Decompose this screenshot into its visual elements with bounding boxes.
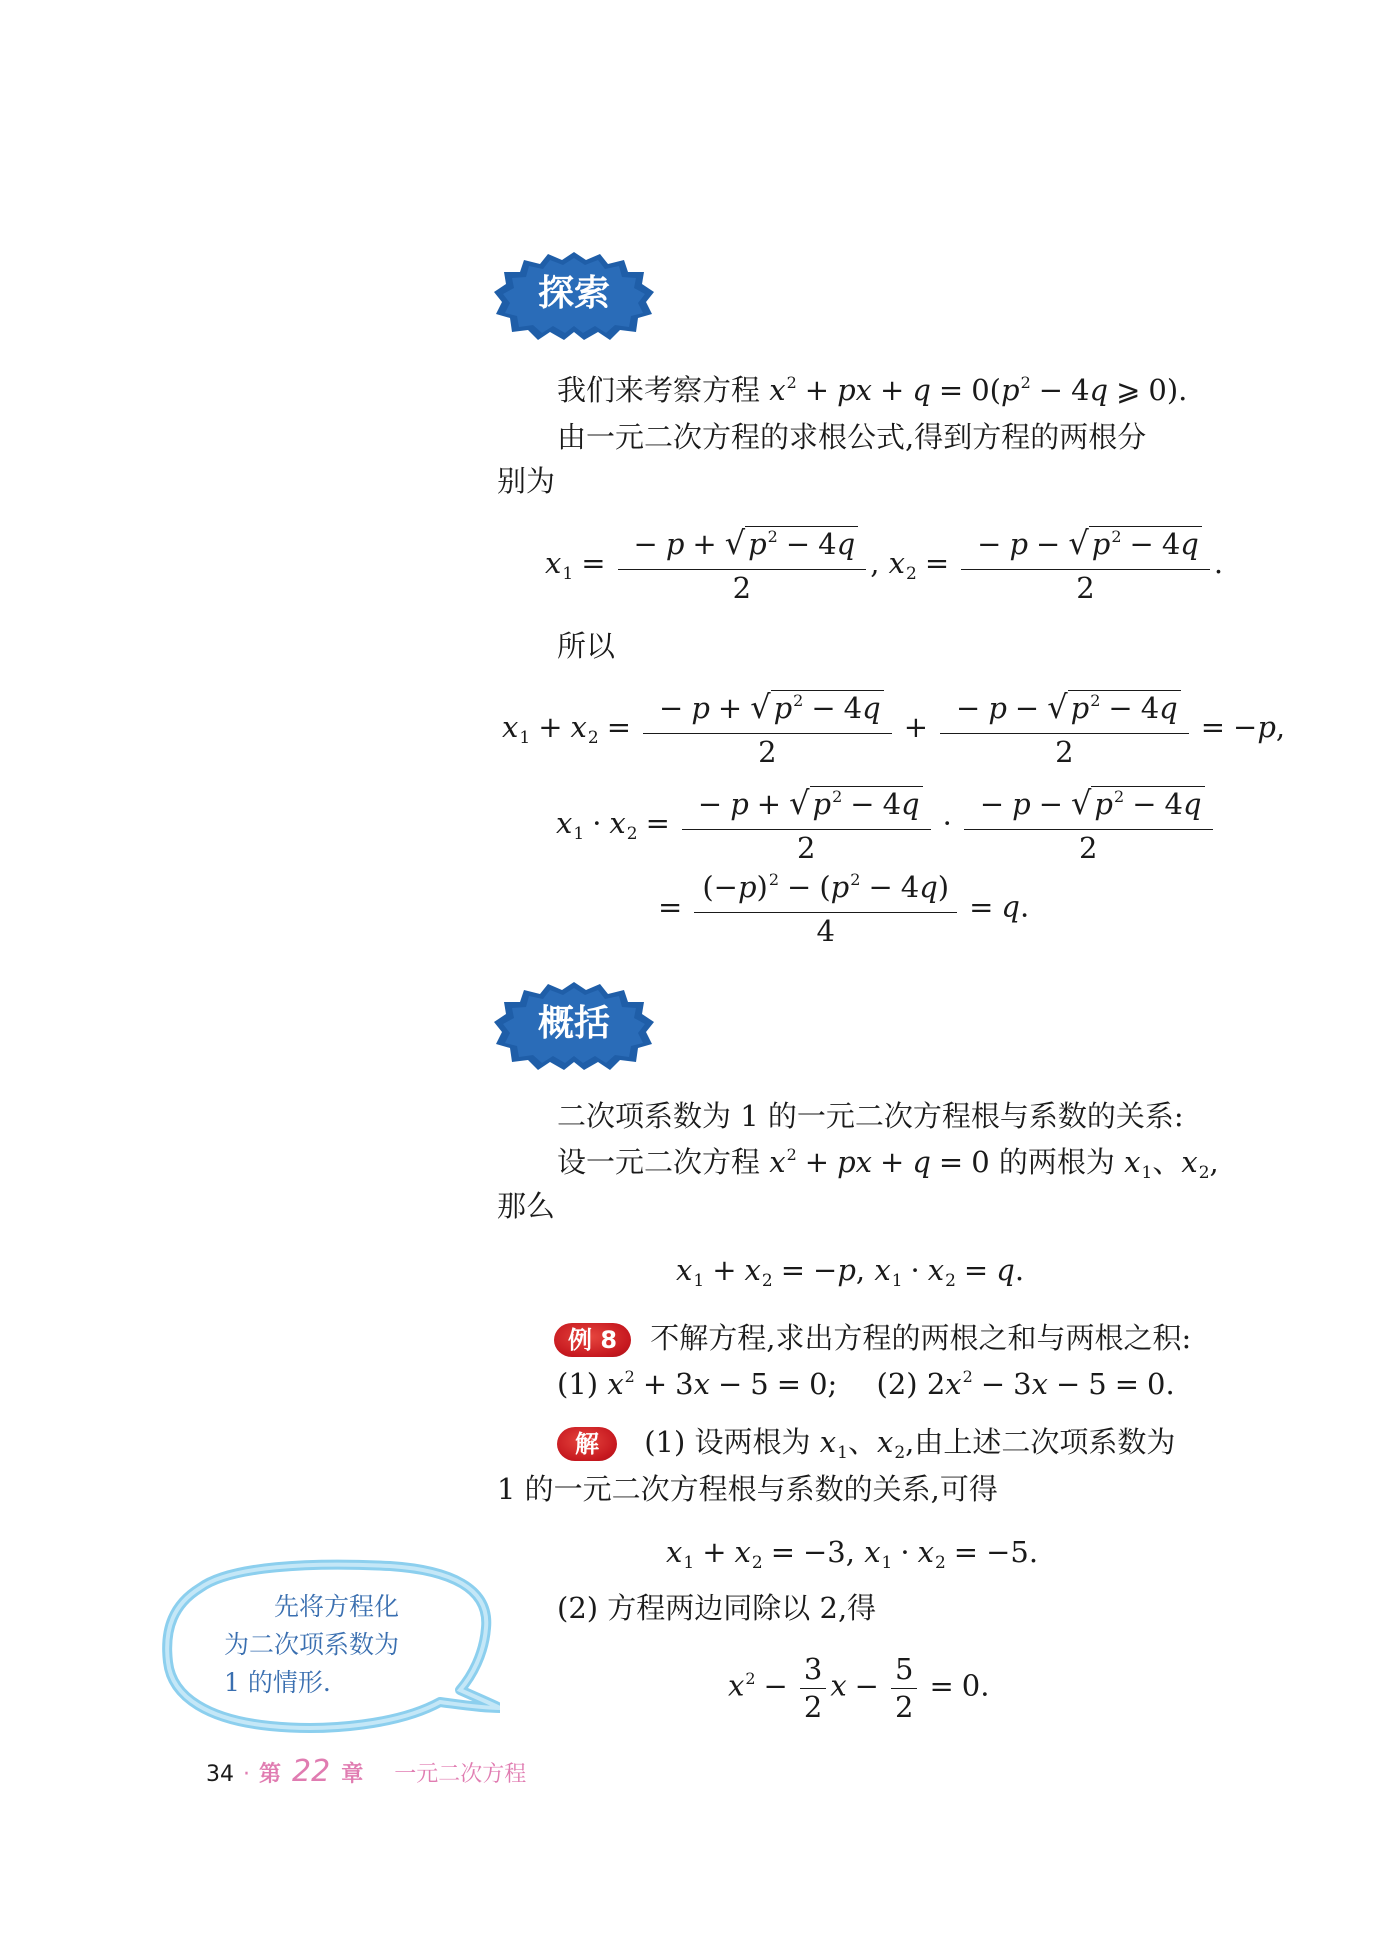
summarize-title: 概括 — [537, 1003, 610, 1044]
explore-line-3: 别为 — [497, 464, 556, 498]
explore-text-1: 我们来考察方程 — [557, 373, 761, 407]
solution-text-1: (1) 设两根为 — [644, 1425, 811, 1459]
sum-derivation: $x_1 + x_2$ = $\frac{- p + √ p^2 - 4q}{2}$ + $\frac{- p - √ p^2 - 4q}{2}$ = −p, — [502, 688, 1286, 769]
summary-line-1: 二次项系数为 1 的一元二次方程根与系数的关系: — [557, 1099, 1184, 1133]
solution-equation-2: $x^2$ − $\frac{3}{2}$ x − $\frac{5}{2}$ = 0. — [728, 1652, 990, 1724]
solution-result-1: $x_1 + x_2 = -3$, $x_1 \cdot x_2 = -5$. — [666, 1535, 1039, 1573]
chapter-number: 22 — [292, 1754, 331, 1789]
page-number: 34 — [206, 1762, 234, 1787]
product-result: = $\frac{(-p)^2 - (p^2 - 4q)}{4}$ = q. — [658, 870, 1030, 948]
chapter-suffix: 章 — [341, 1762, 364, 1787]
explore-title: 探索 — [537, 273, 610, 314]
sidenote-bubble — [160, 1558, 500, 1738]
explore-so: 所以 — [557, 629, 616, 663]
summary-text-2-tail: 的两根为 — [998, 1145, 1115, 1179]
chapter-title: 一元二次方程 — [394, 1762, 527, 1787]
footer-dot: · — [243, 1762, 250, 1787]
sidenote-line-2: 为二次项系数为 — [224, 1630, 400, 1659]
explore-line-1 — [557, 372, 1187, 413]
explore-line-2: 由一元二次方程的求根公式,得到方程的两根分 — [557, 420, 1147, 454]
example-line-2: (1) $x^2 + 3x - 5 = 0$; (2) $2x^2 - 3x - 5 = 0$. — [557, 1367, 1175, 1401]
page-footer — [206, 1754, 526, 1789]
example-part-2-label: (2) — [876, 1367, 918, 1401]
solution-badge: 解 — [557, 1427, 617, 1461]
solution-line-1: 解 (1) 设两根为 $x_1$、$x_2$,由上述二次项系数为 — [557, 1424, 1175, 1465]
example-title: 不解方程,求出方程的两根之和与两根之积: — [650, 1321, 1192, 1355]
sidenote-line-3: 1 的情形. — [224, 1668, 331, 1697]
product-derivation: $x_1 \cdot x_2$ = $\frac{- p + √ p^2 - 4q}{2}$ · $\frac{- p - √ p^2 - 4q}{2}$ — [556, 786, 1217, 864]
summary-line-2: 设一元二次方程 $x^2$ + px + q = 0 的两根为 $x_1$、$x_2$, — [557, 1145, 1219, 1183]
example-badge: 例 8 — [554, 1323, 631, 1357]
summary-line-3: 那么 — [497, 1189, 556, 1223]
equation-general: $x^2$ + px + $q = 0(p^2 - 4q$ ⩾ 0). — [769, 373, 1188, 407]
solution-line-3: (2) 方程两边同除以 2,得 — [557, 1591, 877, 1625]
sidenote-line-1: 先将方程化 — [274, 1592, 400, 1621]
summary-text-2: 设一元二次方程 — [557, 1145, 761, 1179]
explore-badge — [494, 250, 654, 342]
chapter-prefix: 第 — [259, 1762, 282, 1787]
example-line-1 — [554, 1320, 1191, 1357]
summarize-badge — [494, 980, 654, 1072]
roots-formula: $x_1$ = $\frac{- p + √ p^2 - 4q}{2}$ , $x_2$ = $\frac{- p - √ p^2 - 4q}{2}$ . — [545, 524, 1224, 605]
solution-text-1-tail: ,由上述二次项系数为 — [905, 1425, 1176, 1459]
solution-line-2: 1 的一元二次方程根与系数的关系,可得 — [497, 1472, 998, 1506]
vieta-formula: $x_1 + x_2 = -p$, $x_1 \cdot x_2 = q$. — [676, 1253, 1025, 1291]
example-part-1-label: (1) — [557, 1367, 599, 1401]
